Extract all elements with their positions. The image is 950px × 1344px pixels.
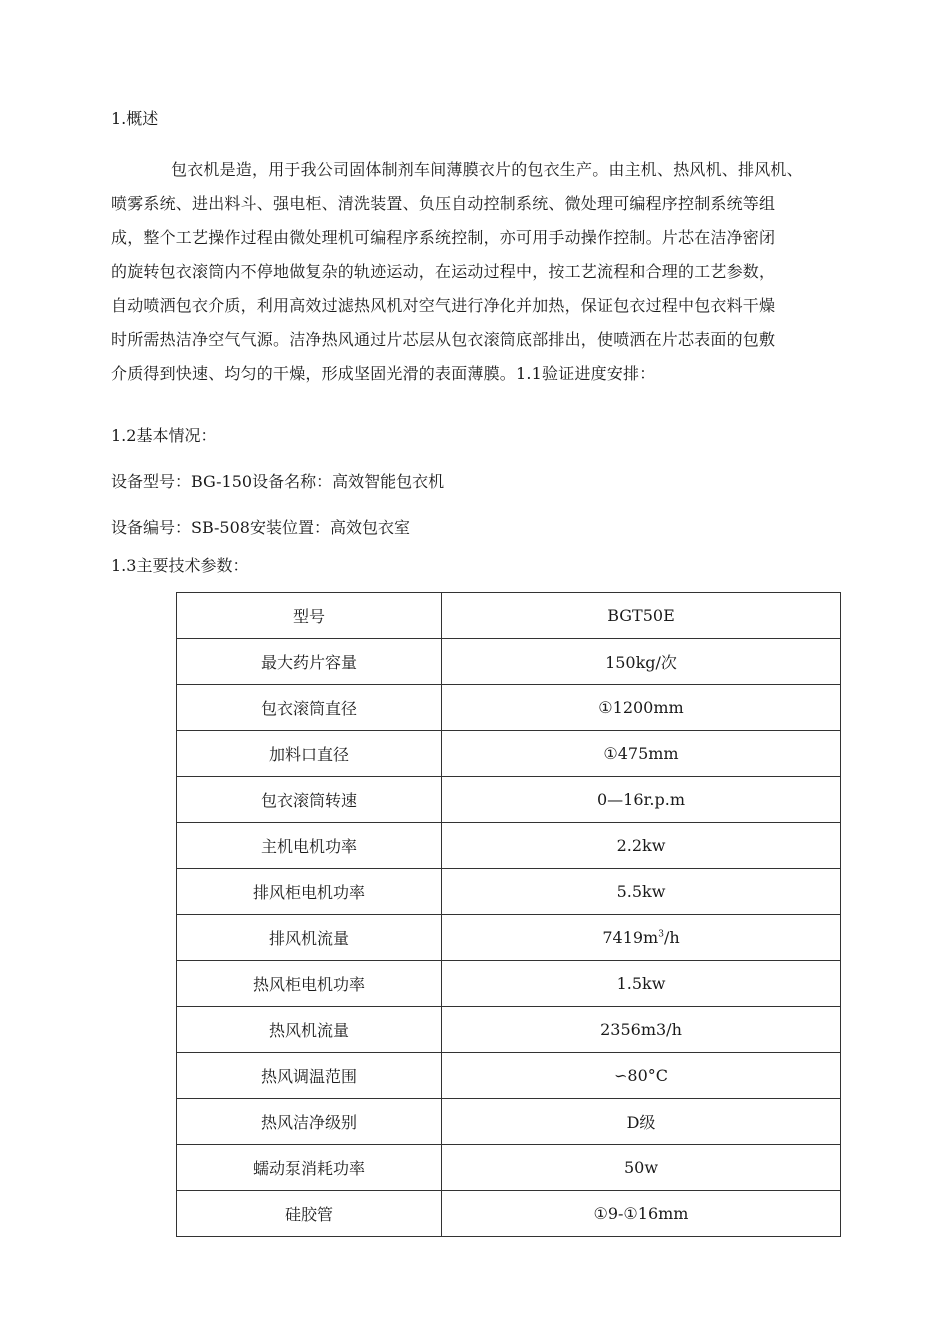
spec-table <box>176 592 841 1237</box>
param-name-cell: 包衣滚筒直径 <box>177 685 442 731</box>
param-name-cell: 硅胶管 <box>177 1191 442 1237</box>
section-heading-params: 1.3主要技术参数： <box>111 556 249 575</box>
param-value-cell: 2.2kw <box>442 823 841 869</box>
intro-line: 自动喷洒包衣介质，利用高效过滤热风机对空气进行净化并加热，保证包衣过程中包衣料干燥 <box>111 296 776 315</box>
table-row <box>177 593 841 639</box>
intro-line: 包衣机是造，用于我公司固体制剂车间薄膜衣片的包衣生产。由主机、热风机、排风机、 <box>171 160 803 179</box>
param-name-cell: 热风机流量 <box>177 1007 442 1053</box>
param-name-cell: 热风柜电机功率 <box>177 961 442 1007</box>
param-name-cell: 最大药片容量 <box>177 639 442 685</box>
intro-line: 的旋转包衣滚筒内不停地做复杂的轨迹运动，在运动过程中，按工艺流程和合理的工艺参数， <box>111 262 776 281</box>
param-value-cell: 0—16r.p.m <box>442 777 841 823</box>
intro-line: 介质得到快速、均匀的干燥，形成坚固光滑的表面薄膜。1.1验证进度安排： <box>111 364 656 383</box>
section-heading-overview: 1.概述 <box>111 109 159 128</box>
table-row <box>177 961 841 1007</box>
table-row <box>177 915 841 961</box>
param-name-cell: 蠕动泵消耗功率 <box>177 1145 442 1191</box>
table-row <box>177 1007 841 1053</box>
table-row <box>177 1191 841 1237</box>
param-value-cell: 5.5kw <box>442 869 841 915</box>
param-value-cell: 1.5kw <box>442 961 841 1007</box>
param-name-cell: 加料口直径 <box>177 731 442 777</box>
param-value-cell: 50w <box>442 1145 841 1191</box>
param-value-cell: 2356m3/h <box>442 1007 841 1053</box>
table-row <box>177 777 841 823</box>
param-name-cell: 主机电机功率 <box>177 823 442 869</box>
param-name-cell: 包衣滚筒转速 <box>177 777 442 823</box>
param-name-cell: 型号 <box>177 593 442 639</box>
param-value-cell: ①1200mm <box>442 685 841 731</box>
table-row <box>177 1145 841 1191</box>
param-value-cell: ①9-①16mm <box>442 1191 841 1237</box>
param-name-cell: 热风洁净级别 <box>177 1099 442 1145</box>
equipment-info-line: 设备型号：BG-150设备名称：高效智能包衣机 <box>111 472 445 491</box>
equipment-info-line: 设备编号：SB-508安装位置：高效包衣室 <box>111 518 410 537</box>
param-name-cell: 排风机流量 <box>177 915 442 961</box>
table-row <box>177 823 841 869</box>
param-value-superscript: 3 <box>658 929 664 940</box>
intro-line: 喷雾系统、进出料斗、强电柜、清洗装置、负压自动控制系统、微处理可编程序控制系统等组 <box>111 194 776 213</box>
param-name-cell: 排风柜电机功率 <box>177 869 442 915</box>
param-value-cell: 150kg/次 <box>442 639 841 685</box>
table-row <box>177 685 841 731</box>
table-row <box>177 1053 841 1099</box>
table-row <box>177 869 841 915</box>
param-value-cell: BGT50E <box>442 593 841 639</box>
table-row <box>177 639 841 685</box>
table-row <box>177 731 841 777</box>
param-value-unit: /h <box>663 928 680 947</box>
param-value-cell <box>442 915 841 961</box>
param-value-cell: ∽80°C <box>442 1053 841 1099</box>
param-value-cell: D级 <box>442 1099 841 1145</box>
param-value-text: 7419m <box>602 928 659 947</box>
intro-line: 成，整个工艺操作过程由微处理机可编程序系统控制，亦可用手动操作控制。片芯在洁净密闭 <box>111 228 776 247</box>
param-name-cell: 热风调温范围 <box>177 1053 442 1099</box>
intro-paragraph <box>111 153 911 391</box>
section-heading-basic: 1.2基本情况： <box>111 426 217 445</box>
param-value-cell: ①475mm <box>442 731 841 777</box>
table-row <box>177 1099 841 1145</box>
intro-line: 时所需热洁净空气气源。洁净热风通过片芯层从包衣滚筒底部排出，使喷洒在片芯表面的包敷 <box>111 330 776 349</box>
